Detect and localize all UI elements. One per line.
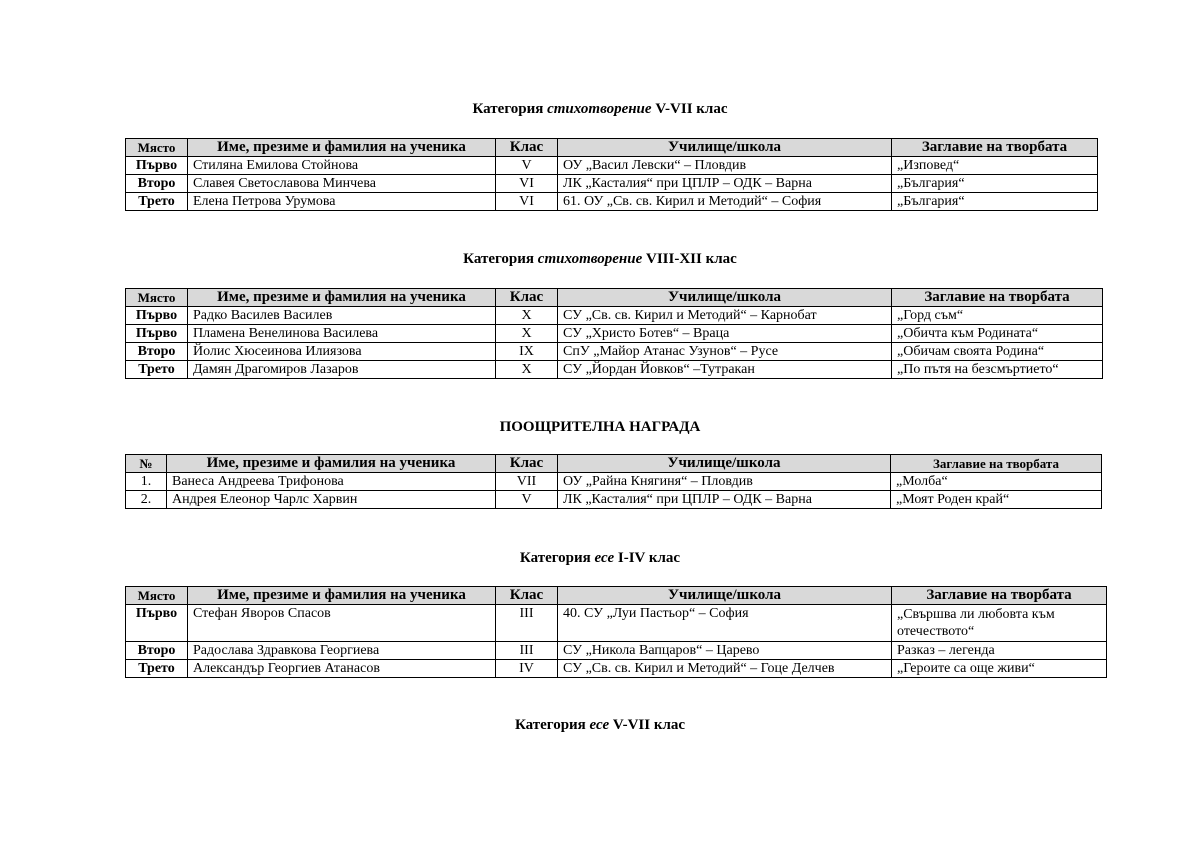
- table-row: [126, 307, 1103, 325]
- place-cell: Второ: [126, 642, 188, 660]
- school-cell: СпУ „Майор Атанас Узунов“ – Русе: [558, 343, 892, 361]
- title-cell: Разказ – легенда: [892, 642, 1107, 660]
- title-cell: „Горд съм“: [892, 307, 1103, 325]
- heading-text: VIII-XII клас: [642, 251, 737, 267]
- table-header-row: [126, 139, 1098, 157]
- name-cell: Пламена Венелинова Василева: [188, 325, 496, 343]
- col-grade: Клас: [496, 139, 558, 157]
- heading-italic: есе: [594, 550, 615, 566]
- name-cell: Радослава Здравкова Георгиева: [188, 642, 496, 660]
- title-cell: „Обичта към Родината“: [892, 325, 1103, 343]
- heading-italic: есе: [589, 717, 610, 733]
- col-name: Име, презиме и фамилия на ученика: [188, 587, 496, 605]
- school-cell: 40. СУ „Луи Пастьор“ – София: [558, 605, 892, 642]
- table-row: [126, 473, 1102, 491]
- grade-cell: III: [496, 605, 558, 642]
- table-row: [126, 343, 1103, 361]
- col-title: Заглавие на творбата: [892, 289, 1103, 307]
- title-cell: „Моят Роден край“: [891, 491, 1102, 509]
- section-heading-4: [0, 550, 1200, 567]
- title-cell: „Обичам своята Родина“: [892, 343, 1103, 361]
- table-poem-8-12: [125, 288, 1103, 379]
- grade-cell: V: [496, 491, 558, 509]
- heading-text: Категория: [519, 550, 595, 566]
- heading-text: V-VII клас: [651, 101, 728, 117]
- title-cell: „Свършва ли любовта към отечеството“: [892, 605, 1107, 642]
- col-title: Заглавие на творбата: [892, 139, 1098, 157]
- table-row: [126, 491, 1102, 509]
- title-cell: „Молба“: [891, 473, 1102, 491]
- grade-cell: V: [496, 157, 558, 175]
- table-poem-5-7: [125, 138, 1098, 211]
- name-cell: Елена Петрова Урумова: [188, 193, 496, 211]
- name-cell: Дамян Драгомиров Лазаров: [188, 361, 496, 379]
- section-heading-3: ПООЩРИТЕЛНА НАГРАДА: [499, 419, 701, 435]
- grade-cell: X: [496, 361, 558, 379]
- table-row: [126, 325, 1103, 343]
- col-place: Място: [126, 289, 188, 307]
- school-cell: СУ „Св. св. Кирил и Методий“ – Гоце Делчев: [558, 660, 892, 678]
- place-cell: Първо: [126, 157, 188, 175]
- grade-cell: VI: [496, 193, 558, 211]
- col-number: №: [126, 455, 167, 473]
- number-cell: 2.: [126, 491, 167, 509]
- table-header-row: [126, 289, 1103, 307]
- name-cell: Андрея Елеонор Чарлс Харвин: [167, 491, 496, 509]
- heading-text: I-IV клас: [614, 550, 681, 566]
- section-heading-2: [0, 251, 1200, 268]
- place-cell: Първо: [126, 325, 188, 343]
- table-row: [126, 157, 1098, 175]
- col-school: Училище/школа: [558, 587, 892, 605]
- number-cell: 1.: [126, 473, 167, 491]
- place-cell: Трето: [126, 193, 188, 211]
- grade-cell: IX: [496, 343, 558, 361]
- name-cell: Ванеса Андреева Трифонова: [167, 473, 496, 491]
- col-school: Училище/школа: [558, 455, 891, 473]
- table-row: [126, 660, 1107, 678]
- title-cell: „Изповед“: [892, 157, 1098, 175]
- school-cell: ОУ „Васил Левски“ – Пловдив: [558, 157, 892, 175]
- place-cell: Първо: [126, 605, 188, 642]
- col-place: Място: [126, 139, 188, 157]
- title-cell: „България“: [892, 193, 1098, 211]
- table-row: [126, 605, 1107, 642]
- school-cell: СУ „Никола Вапцаров“ – Царево: [558, 642, 892, 660]
- col-grade: Клас: [496, 289, 558, 307]
- col-place: Място: [126, 587, 188, 605]
- section-heading-5: [0, 717, 1200, 734]
- grade-cell: IV: [496, 660, 558, 678]
- name-cell: Славея Светославова Минчева: [188, 175, 496, 193]
- heading-italic: стихотворение: [547, 101, 652, 117]
- table-row: [126, 193, 1098, 211]
- grade-cell: X: [496, 307, 558, 325]
- school-cell: СУ „Св. св. Кирил и Методий“ – Карнобат: [558, 307, 892, 325]
- school-cell: СУ „Йордан Йовков“ –Тутракан: [558, 361, 892, 379]
- grade-cell: VI: [496, 175, 558, 193]
- col-school: Училище/школа: [558, 139, 892, 157]
- table-row: [126, 175, 1098, 193]
- table-header-row: [126, 587, 1107, 605]
- table-row: [126, 361, 1103, 379]
- place-cell: Трето: [126, 361, 188, 379]
- place-cell: Трето: [126, 660, 188, 678]
- heading-text: Категория: [472, 101, 548, 117]
- school-cell: 61. ОУ „Св. св. Кирил и Методий“ – София: [558, 193, 892, 211]
- place-cell: Второ: [126, 175, 188, 193]
- heading-italic: стихотворение: [537, 251, 643, 267]
- table-essay-1-4: [125, 586, 1107, 678]
- title-cell: „Героите са още живи“: [892, 660, 1107, 678]
- table-encouragement-award: [125, 454, 1102, 509]
- place-cell: Второ: [126, 343, 188, 361]
- col-name: Име, презиме и фамилия на ученика: [188, 139, 496, 157]
- grade-cell: X: [496, 325, 558, 343]
- title-cell: „България“: [892, 175, 1098, 193]
- school-cell: ОУ „Райна Княгиня“ – Пловдив: [558, 473, 891, 491]
- col-title: Заглавие на творбата: [891, 455, 1102, 473]
- place-cell: Първо: [126, 307, 188, 325]
- grade-cell: III: [496, 642, 558, 660]
- title-cell: „По пътя на безсмъртието“: [892, 361, 1103, 379]
- section-heading-1: [0, 101, 1200, 118]
- name-cell: Стефан Яворов Спасов: [188, 605, 496, 642]
- school-cell: ЛК „Касталия“ при ЦПЛР – ОДК – Варна: [558, 491, 891, 509]
- school-cell: СУ „Христо Ботев“ – Враца: [558, 325, 892, 343]
- name-cell: Йолис Хюсеинова Илиязова: [188, 343, 496, 361]
- col-school: Училище/школа: [558, 289, 892, 307]
- col-name: Име, презиме и фамилия на ученика: [167, 455, 496, 473]
- col-grade: Клас: [496, 455, 558, 473]
- name-cell: Стиляна Емилова Стойнова: [188, 157, 496, 175]
- name-cell: Радко Василев Василев: [188, 307, 496, 325]
- heading-text: Категория: [463, 251, 538, 267]
- grade-cell: VII: [496, 473, 558, 491]
- school-cell: ЛК „Касталия“ при ЦПЛР – ОДК – Варна: [558, 175, 892, 193]
- col-grade: Клас: [496, 587, 558, 605]
- table-header-row: [126, 455, 1102, 473]
- heading-text: Категория: [514, 717, 590, 733]
- col-title: Заглавие на творбата: [892, 587, 1107, 605]
- heading-text: V-VII клас: [609, 717, 686, 733]
- col-name: Име, презиме и фамилия на ученика: [188, 289, 496, 307]
- table-row: [126, 642, 1107, 660]
- name-cell: Александър Георгиев Атанасов: [188, 660, 496, 678]
